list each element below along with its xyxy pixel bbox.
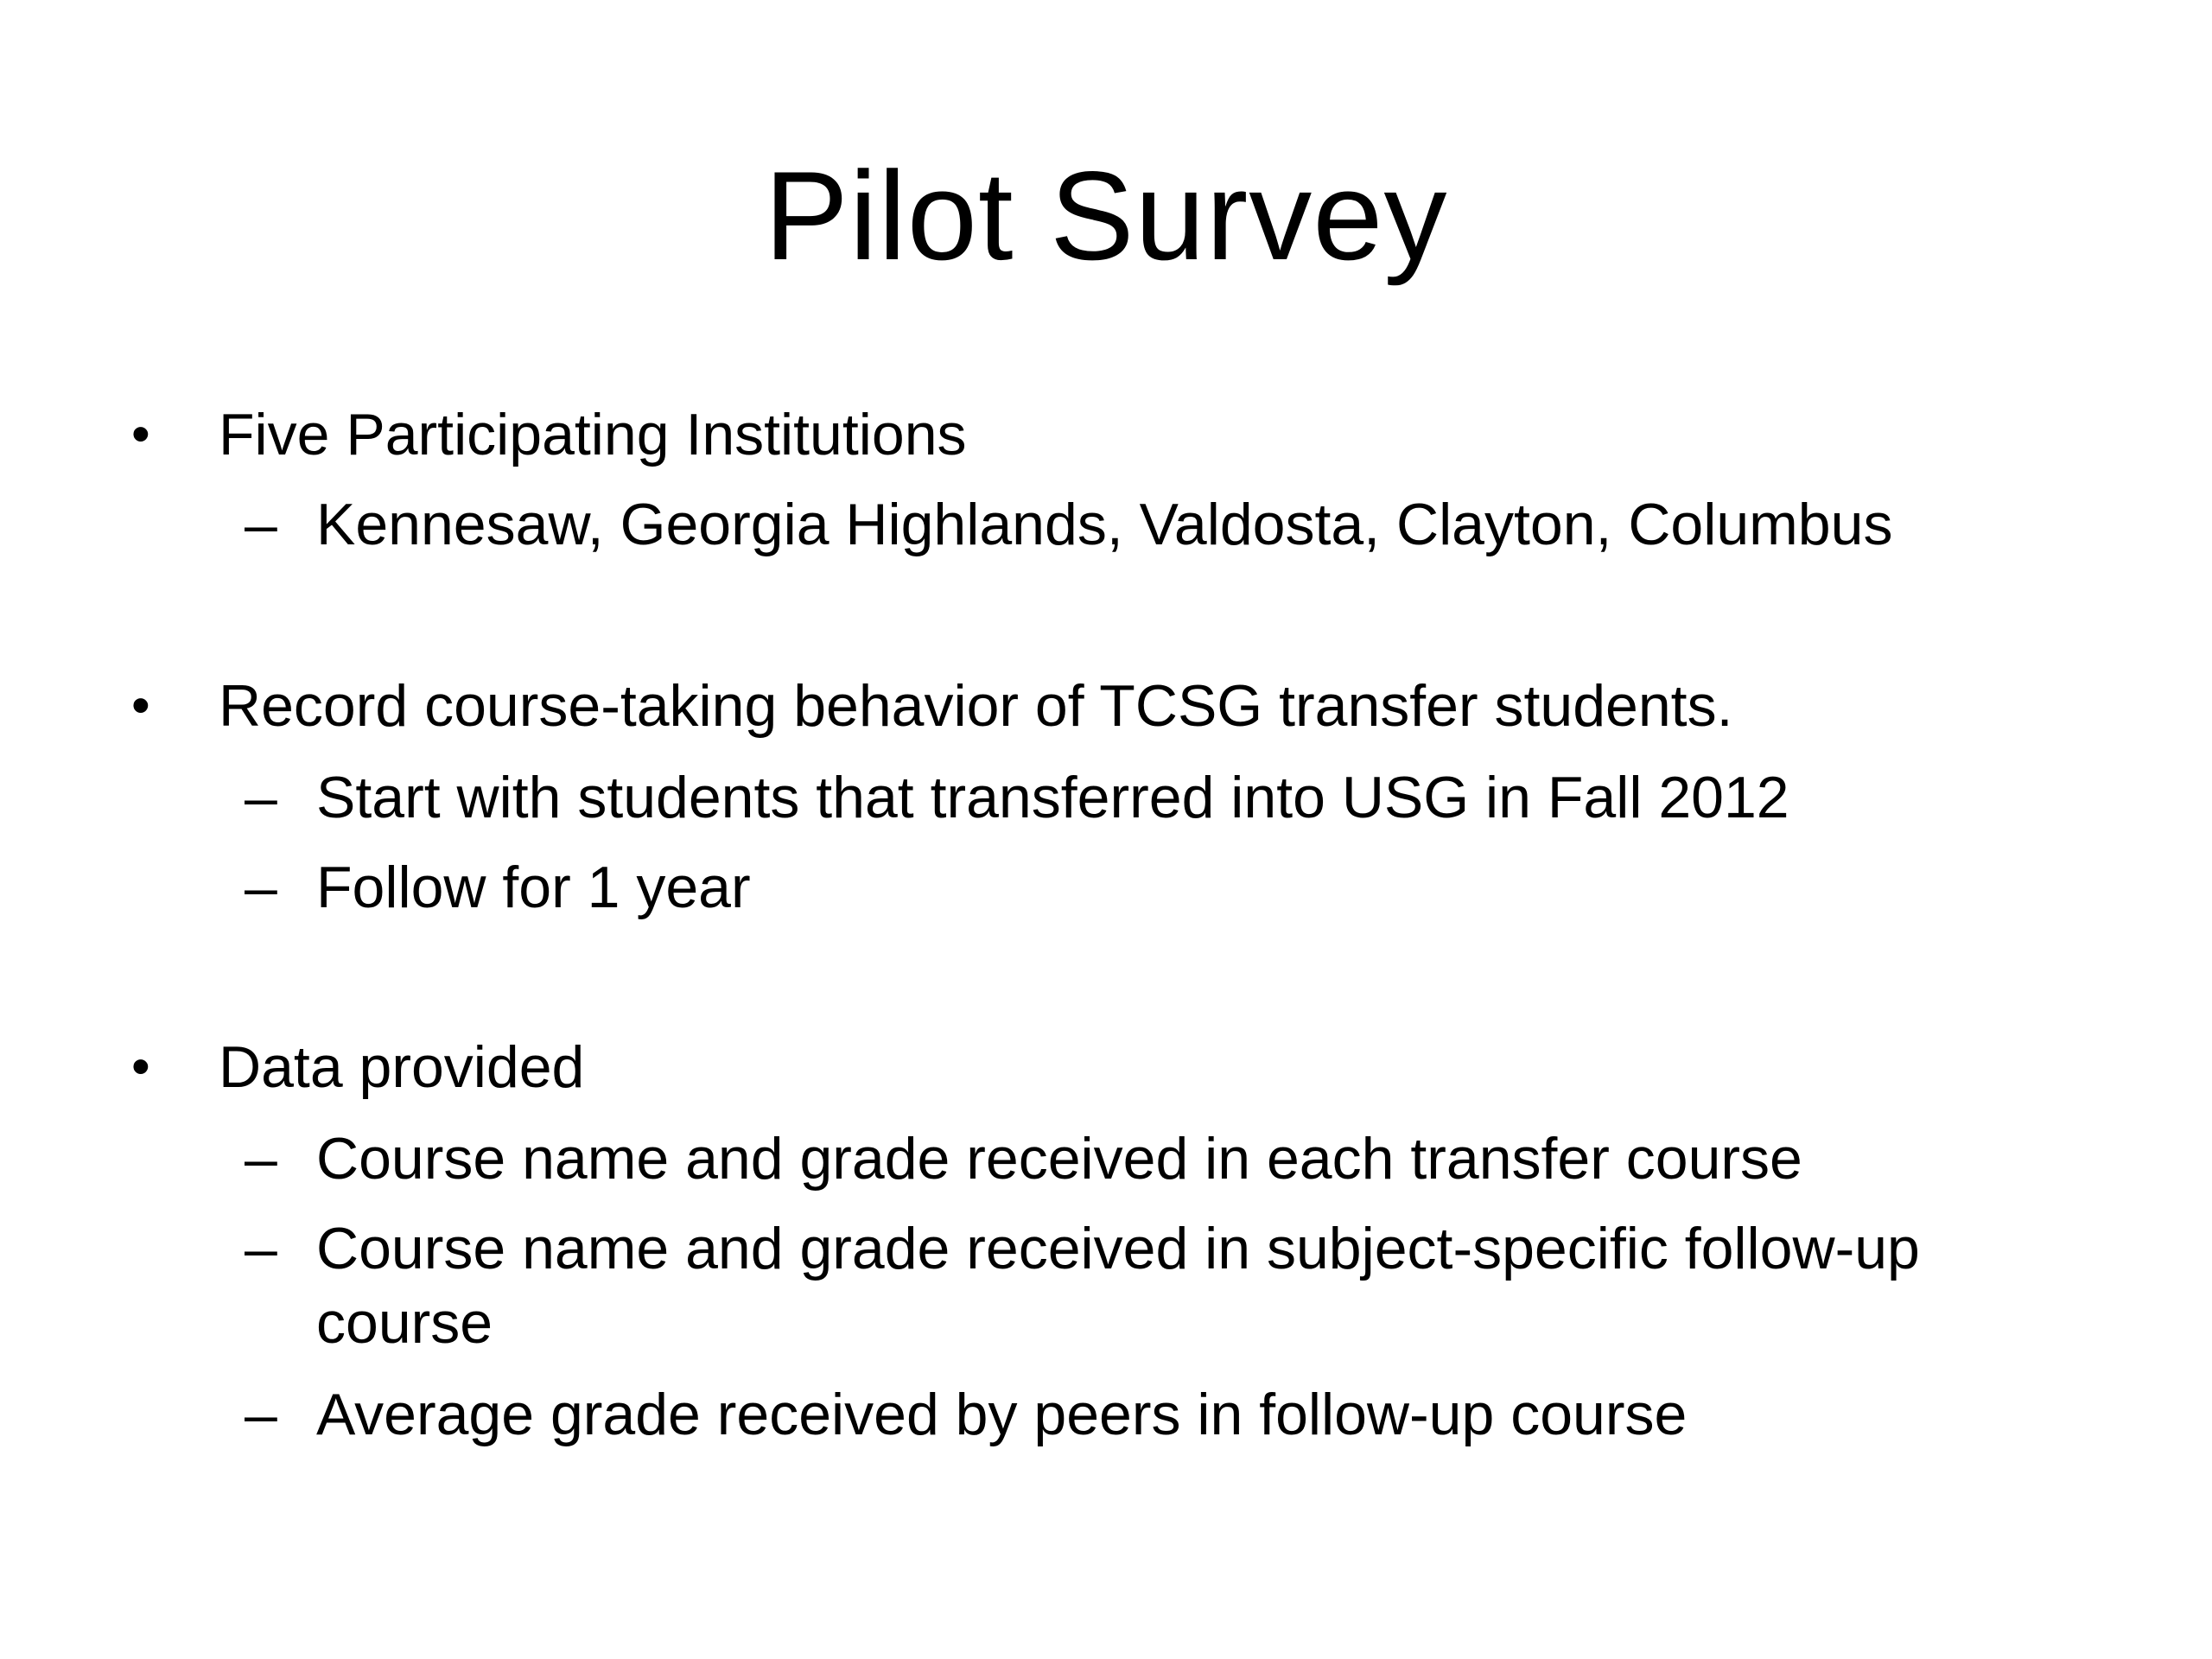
subitem-peer-average-grade: Average grade received by peers in follow-up course (316, 1382, 1688, 1447)
bullet-marker: • (131, 404, 150, 464)
dash-marker: – (245, 1216, 277, 1281)
subitem-follow-up-course-grade: Course name and grade received in subject-specific follow-up (316, 1216, 1920, 1281)
bullet-item-data-provided: Data provided (219, 1034, 585, 1100)
subitem-follow-one-year: Follow for 1 year (316, 855, 751, 920)
bullet-marker: • (131, 676, 150, 735)
dash-marker: – (245, 1126, 277, 1192)
subitem-transfer-course-grade: Course name and grade received in each transfer course (316, 1126, 1802, 1192)
subitem-institution-list: Kennesaw, Georgia Highlands, Valdosta, Clayton, Columbus (316, 492, 1893, 557)
bullet-item-institutions: Five Participating Institutions (219, 402, 967, 467)
bullet-marker: • (131, 1037, 150, 1096)
subitem-start-fall-2012: Start with students that transferred into USG in Fall 2012 (316, 765, 1789, 830)
dash-marker: – (245, 1382, 277, 1447)
dash-marker: – (245, 855, 277, 920)
dash-marker: – (245, 492, 277, 557)
dash-marker: – (245, 765, 277, 830)
bullet-item-record-behavior: Record course-taking behavior of TCSG transfer students. (219, 673, 1733, 739)
slide-title: Pilot Survey (764, 145, 1448, 286)
subitem-follow-up-course-grade-continued: course (316, 1290, 493, 1356)
